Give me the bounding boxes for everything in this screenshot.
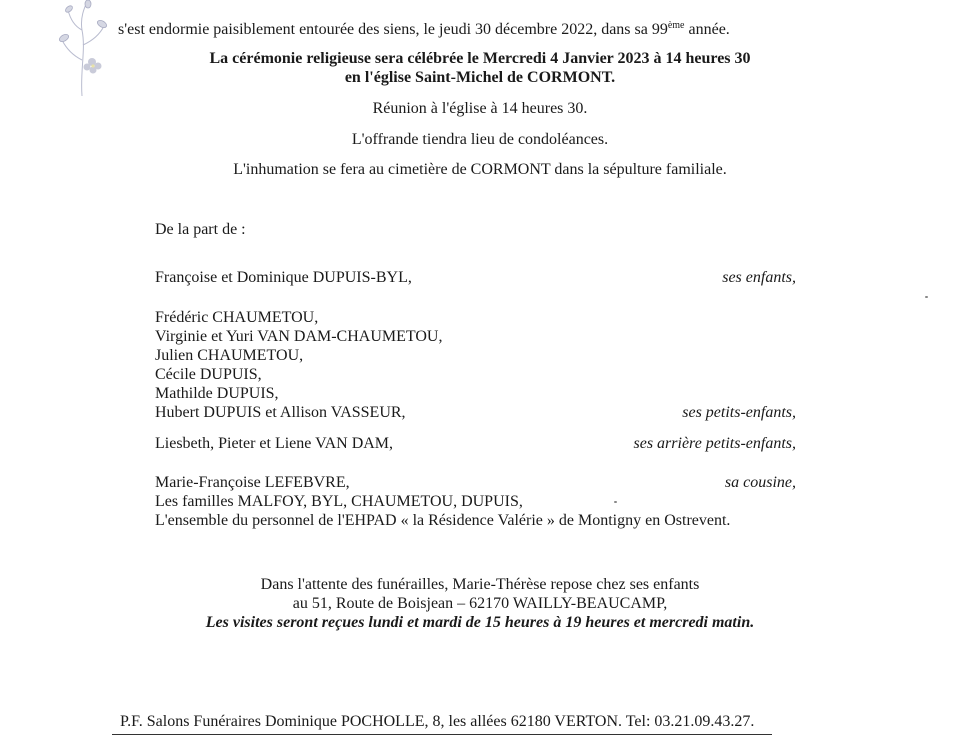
footer-divider — [112, 734, 772, 735]
ceremony-line-1: La cérémonie religieuse sera célébrée le Mercredi 4 Janvier 2023 à 14 heures 30 — [209, 50, 751, 67]
family-name: Mathilde DUPUIS, — [155, 385, 279, 402]
family-name: Les familles MALFOY, BYL, CHAUMETOU, DUPUIS, — [155, 493, 523, 510]
relation-grandchildren: ses petits-enfants, — [682, 404, 796, 421]
reunion-text: Réunion à l'église à 14 heures 30. — [372, 100, 588, 117]
intro-text: s'est endormie paisiblement entourée des siens, le jeudi 30 décembre 2022, dans sa 99 — [118, 21, 668, 38]
visits-schedule: Les visites seront reçues lundi et mardi de 15 heures à 19 heures et mercredi matin. — [205, 614, 755, 631]
repose-line-2: au 51, Route de Boisjean – 62170 WAILLY-BEAUCAMP, — [292, 595, 668, 612]
ordinal-suffix: ème — [667, 20, 685, 31]
family-name: Hubert DUPUIS et Allison VASSEUR, — [155, 404, 406, 421]
family-name: Frédéric CHAUMETOU, — [155, 309, 319, 326]
family-name: Virginie et Yuri VAN DAM-CHAUMETOU, — [155, 328, 443, 345]
relation-great-grandchildren: ses arrière petits-enfants, — [633, 435, 796, 452]
relation-children: ses enfants, — [722, 269, 796, 286]
from-label: De la part de : — [155, 221, 246, 238]
family-name: Cécile DUPUIS, — [155, 366, 262, 383]
funeral-home-footer: P.F. Salons Funéraires Dominique POCHOLLE, 8, les allées 62180 VERTON. Tel: 03.21.09.43.27. — [120, 713, 755, 730]
family-name: Liesbeth, Pieter et Liene VAN DAM, — [155, 435, 394, 452]
family-name: Julien CHAUMETOU, — [155, 347, 304, 364]
repose-line-1: Dans l'attente des funérailles, Marie-Thérèse repose chez ses enfants — [260, 576, 700, 593]
inhumation-text: L'inhumation se fera au cimetière de CORMONT dans la sépulture familiale. — [233, 161, 727, 178]
scan-speck — [925, 296, 928, 298]
family-name: Marie-Françoise LEFEBVRE, — [155, 474, 350, 491]
family-name: Françoise et Dominique DUPUIS-BYL, — [155, 269, 412, 286]
family-name: L'ensemble du personnel de l'EHPAD « la Résidence Valérie » de Montigny en Ostrevent. — [155, 512, 731, 529]
death-announcement — [118, 20, 730, 40]
intro-text-end: année. — [684, 21, 730, 38]
offrande-text: L'offrande tiendra lieu de condoléances. — [351, 131, 609, 148]
scan-speck — [614, 501, 617, 503]
ceremony-line-2: en l'église Saint-Michel de CORMONT. — [344, 69, 616, 86]
relation-cousin: sa cousine, — [724, 474, 796, 491]
